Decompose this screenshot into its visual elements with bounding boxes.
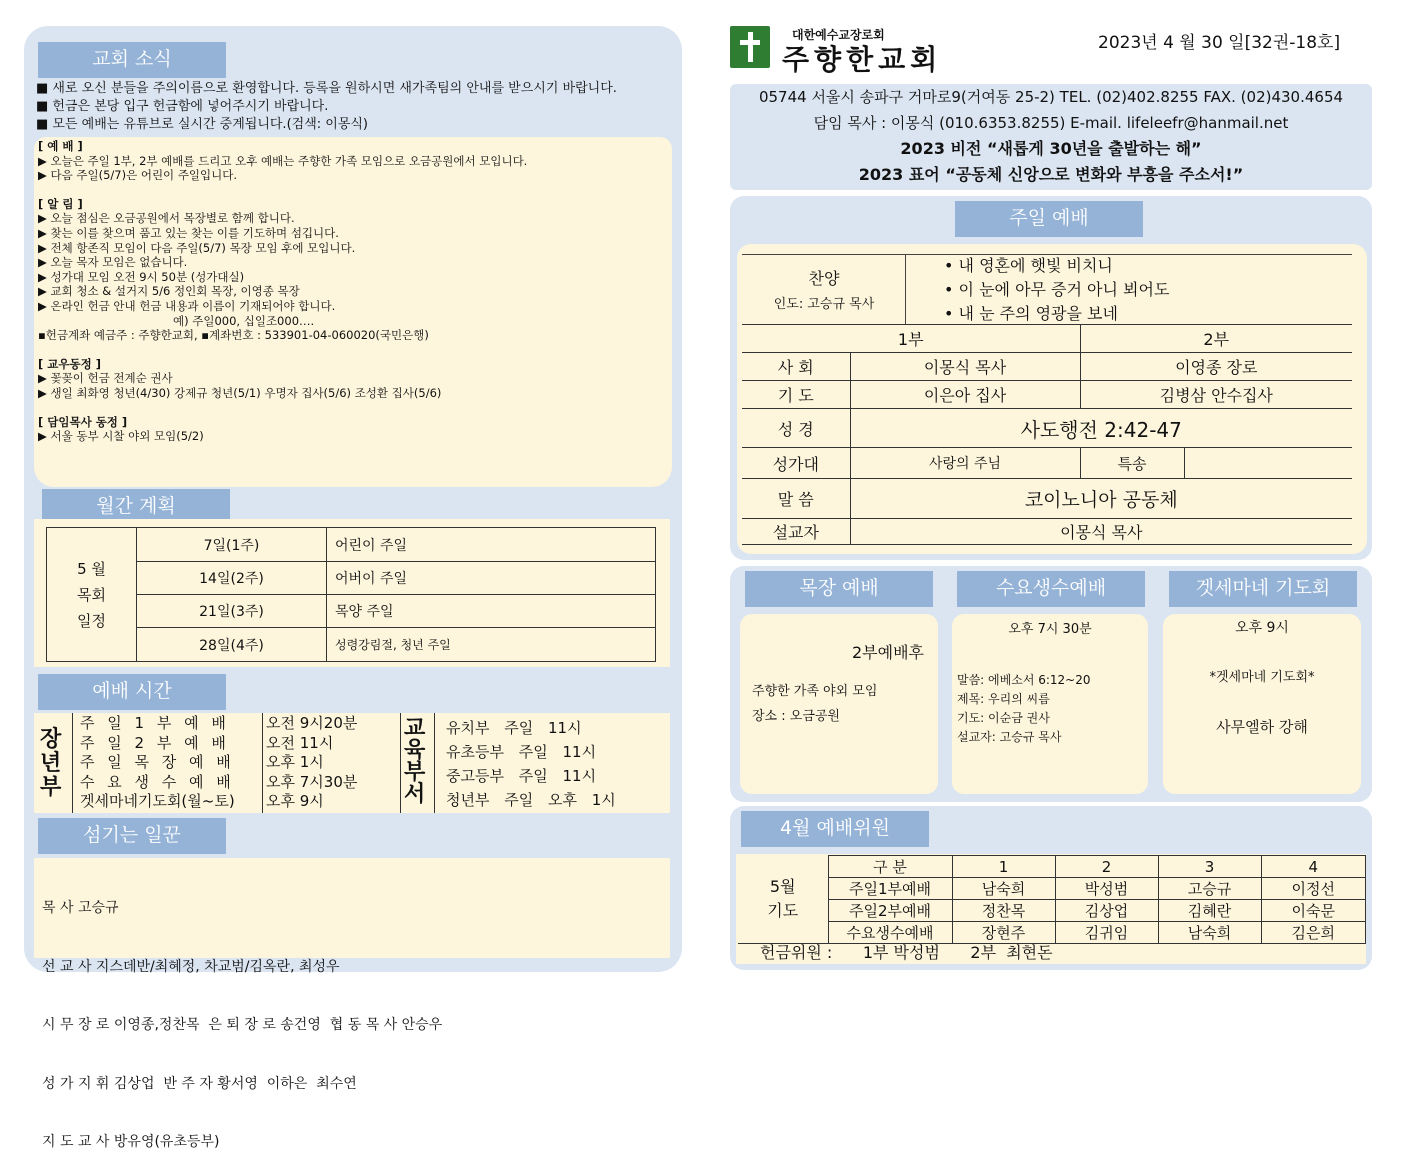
notice-line: ▶ 오늘은 주일 1부, 2부 예배를 드리고 오후 예배는 주향한 가족 모임으로 오금공원에서 모입니다. <box>38 153 528 168</box>
monthly-date: 7일(1주) <box>137 528 327 562</box>
april-head: 3 <box>1158 856 1261 878</box>
sunday-title: 주일 예배 <box>955 201 1143 237</box>
april-cell: 박성범 <box>1055 878 1158 900</box>
song: • 이 눈에 아무 증거 아니 뵈어도 <box>944 280 1170 299</box>
offering-committee: 헌금위원 : 1부 박성범 2부 최현돈 <box>760 943 1053 962</box>
special-song <box>1184 448 1352 479</box>
notice-line: 예) 주일000, 십일조000…. <box>173 313 315 328</box>
wednesday-time: 오후 7시 30분 <box>1008 622 1092 637</box>
monthly-date: 14일(2주) <box>137 562 327 595</box>
service-name: 주 일 1 부 예 배 <box>80 714 230 732</box>
april-row-label: 주일1부예배 <box>828 878 952 900</box>
church-name: 주향한교회 <box>782 43 943 76</box>
workers-title: 섬기는 일꾼 <box>38 818 226 854</box>
notice-line: ▶ 오늘 목자 모임은 없습니다. <box>38 255 188 270</box>
fellowship-line: ▶ 꽃꽂이 헌금 전계순 권사 <box>38 371 173 386</box>
notice-heading: [ 알 림 ] <box>38 196 83 211</box>
monthly-event: 어린이 주일 <box>327 528 656 562</box>
pastor-heading: [ 담임목사 동정 ] <box>38 414 128 429</box>
april-cell: 남숙희 <box>1158 922 1261 944</box>
mokjang-line: 주향한 가족 야외 모임 <box>752 684 878 699</box>
host-1: 이몽식 목사 <box>850 353 1080 381</box>
prayer-2: 김병삼 안수집사 <box>1080 381 1352 409</box>
mokjang-line: 장소 : 오금공원 <box>752 709 840 724</box>
april-label: 5월 기도 <box>738 856 828 944</box>
preacher-label: 설교자 <box>742 519 850 545</box>
card-gethsemane <box>1163 614 1361 794</box>
edu-line: 유치부 주일 11시 <box>446 719 582 737</box>
service-time: 오전 11시 <box>266 733 334 752</box>
april-head: 2 <box>1055 856 1158 878</box>
scripture-label: 성 경 <box>742 409 850 448</box>
praise-label: 찬양 <box>808 269 840 288</box>
scripture: 사도행전 2:42-47 <box>850 409 1352 448</box>
gethsemane-line: *겟세마네 기도회* <box>1209 670 1315 685</box>
service-time: 오전 9시20분 <box>266 714 358 732</box>
fellowship-heading: [ 교우동정 ] <box>38 356 101 371</box>
april-cell: 이숙문 <box>1261 900 1366 922</box>
bulletin-date: 2023년 4 월 30 일[32권-18호] <box>1098 33 1341 53</box>
service-time: 오후 1시 <box>266 753 324 771</box>
worker-row: 성 가 지 휘 김상업 반 주 자 황서영 이하은 최수연 <box>42 1075 357 1092</box>
april-head: 1 <box>952 856 1055 878</box>
info-block <box>730 84 1372 188</box>
gethsemane-line: 사무엘하 강해 <box>1216 718 1308 736</box>
april-cell: 김귀임 <box>1055 922 1158 944</box>
praise-songs <box>944 254 1169 326</box>
april-cell: 장현주 <box>952 922 1055 944</box>
service-name: 수 요 생 수 예 배 <box>80 772 235 791</box>
april-cell: 김은희 <box>1261 922 1366 944</box>
cross-icon <box>740 32 760 62</box>
card-title-gethsemane: 겟세마네 기도회 <box>1169 571 1357 607</box>
wednesday-line: 기도: 이순금 권사 <box>957 711 1050 725</box>
address: 05744 서울시 송파구 거마로9(거여동 25-2) TEL. (02)402.8255 FAX. (02)430.4654 <box>758 88 1344 106</box>
sunday-table <box>742 324 1352 545</box>
adult-services <box>80 714 400 812</box>
song: • 내 눈 주의 영광을 보네 <box>944 304 1118 323</box>
april-cell: 김상업 <box>1055 900 1158 922</box>
april-row-label: 수요생수예배 <box>828 922 952 944</box>
adult-label: 장년부 <box>40 727 62 800</box>
notices-text <box>38 139 668 444</box>
april-cell: 정찬목 <box>952 900 1055 922</box>
april-cell: 이정선 <box>1261 878 1366 900</box>
monthly-date: 21일(3주) <box>137 595 327 628</box>
vline <box>905 254 906 324</box>
april-head: 4 <box>1261 856 1366 878</box>
fellowship-line: ▶ 생일 최화영 청년(4/30) 강제규 청년(5/1) 우명자 집사(5/6) 조성환 집사(5/6) <box>38 385 442 400</box>
notice-line: ▶ 전체 항존직 모임이 다음 주일(5/7) 목장 모임 후에 모입니다. <box>38 240 356 255</box>
notice-line: ▶ 교회 청소 & 설거지 5/6 정인회 목장, 이영종 목장 <box>38 284 300 299</box>
monthly-event: 목양 주일 <box>327 595 656 628</box>
choir-label: 성가대 <box>742 448 850 479</box>
worker-row: 목 사 고승규 <box>42 900 119 916</box>
news-list <box>36 80 617 134</box>
service-name: 겟세마네기도회(월~토) <box>80 792 235 810</box>
edu-services <box>446 716 616 812</box>
worship-heading: [ 예 배 ] <box>38 139 83 153</box>
vision: 2023 비전 “새롭게 30년을 출발하는 해” <box>900 139 1202 158</box>
monthly-title: 월간 계획 <box>42 489 230 525</box>
host-label: 사 회 <box>742 353 850 381</box>
monthly-table <box>46 527 656 662</box>
song: • 내 영혼에 햇빛 비치니 <box>944 256 1113 275</box>
motto: 2023 표어 “공동체 신앙으로 변화와 부흥을 주소서!” <box>858 165 1244 184</box>
monthly-label: 5 월 목회 일정 <box>47 528 137 662</box>
card-title-wednesday: 수요생수예배 <box>957 571 1145 607</box>
host-2: 이영종 장로 <box>1080 353 1352 381</box>
pastor-contact: 담임 목사 : 이몽식 (010.6353.8255) E-mail. lifeleefr@hanmail.net <box>813 114 1289 132</box>
pastor-line: ▶ 서울 동부 시찰 야외 모임(5/2) <box>38 429 204 444</box>
april-cell: 고승규 <box>1158 878 1261 900</box>
wednesday-line: 말씀: 에베소서 6:12~20 <box>957 673 1091 687</box>
gethsemane-time: 오후 9시 <box>1235 620 1289 636</box>
denomination: 대한예수교장로회 <box>792 28 885 42</box>
prayer-1: 이은아 집사 <box>850 381 1080 409</box>
hline <box>742 254 1352 255</box>
monthly-event: 성령강림절, 청년 주일 <box>327 628 656 662</box>
mokjang-time: 2부예배후 <box>852 643 925 662</box>
sermon-title: 코이노니아 공동체 <box>850 479 1352 519</box>
news-line: ■ 새로 오신 분들을 주의이름으로 환영합니다. 등록을 원하시면 새가족팀의 안내를 받으시기 바랍니다. <box>36 81 617 96</box>
notice-line: ▪헌금계좌 예금주 : 주향한교회, ▪계좌번호 : 533901-04-060020(국민은행) <box>38 328 429 343</box>
monthly-event: 어버이 주일 <box>327 562 656 595</box>
edu-label: 교육부서 <box>404 716 426 807</box>
april-cell: 남숙희 <box>952 878 1055 900</box>
notice-line: ▶ 오늘 점심은 오금공원에서 목장별로 함께 합니다. <box>38 211 295 226</box>
church-logo <box>730 26 770 68</box>
april-table <box>738 855 1366 944</box>
april-title: 4월 예배위원 <box>741 811 929 847</box>
notice-line: ▶ 다음 주일(5/7)은 어린이 주일입니다. <box>38 168 238 183</box>
special-label: 특송 <box>1080 448 1184 479</box>
wednesday-line: 설교자: 고승규 목사 <box>957 730 1062 744</box>
news-title: 교회 소식 <box>38 42 226 78</box>
edu-divider <box>400 713 401 813</box>
monthly-date: 28일(4주) <box>137 628 327 662</box>
part2-header: 2부 <box>1080 325 1352 353</box>
times-title: 예배 시간 <box>38 674 226 710</box>
worker-row: 선 교 사 지스데반/최혜정, 차교범/김옥란, 최성우 <box>42 958 340 975</box>
service-time: 오후 7시30분 <box>266 772 358 791</box>
edu-line: 유초등부 주일 11시 <box>446 743 597 761</box>
notice-line: ▶ 찾는 이를 찾으며 품고 있는 찾는 이를 기도하며 섬깁니다. <box>38 225 339 240</box>
news-line: ■ 모든 예배는 유튜브로 실시간 중계됩니다.(검색: 이몽식) <box>36 117 369 132</box>
part1-header: 1부 <box>742 325 1080 353</box>
worker-row: 지 도 교 사 방유영(유초등부) <box>42 1134 220 1150</box>
praise-leader: 인도: 고승규 목사 <box>773 297 875 312</box>
notice-line: ▶ 온라인 헌금 안내 헌금 내용과 이름이 기재되어야 합니다. <box>38 298 336 313</box>
news-line: ■ 헌금은 본당 입구 헌금함에 넣어주시기 바랍니다. <box>36 99 329 114</box>
wednesday-line: 제목: 우리의 씨름 <box>957 692 1050 706</box>
choir-song: 사랑의 주님 <box>850 448 1080 479</box>
edu-divider <box>434 713 435 813</box>
adult-divider <box>72 713 73 813</box>
service-name: 주 일 목 장 예 배 <box>80 753 235 771</box>
april-row-label: 주일2부예배 <box>828 900 952 922</box>
service-time: 오후 9시 <box>266 792 324 810</box>
april-cell: 김혜란 <box>1158 900 1261 922</box>
card-title-mokjang: 목장 예배 <box>745 571 933 607</box>
sermon-label: 말 씀 <box>742 479 850 519</box>
april-head: 구 분 <box>828 856 952 878</box>
worker-row: 시 무 장 로 이영종,정찬목 은 퇴 장 로 송건영 협 동 목 사 안승우 <box>42 1017 443 1033</box>
preacher: 이몽식 목사 <box>850 519 1352 545</box>
edu-line: 청년부 주일 오후 1시 <box>446 791 616 809</box>
notice-line: ▶ 성가대 모임 오전 9시 50분 (성가대실) <box>38 269 245 284</box>
workers-list <box>42 860 442 1172</box>
service-name: 주 일 2 부 예 배 <box>80 733 230 752</box>
prayer-label: 기 도 <box>742 381 850 409</box>
edu-line: 중고등부 주일 11시 <box>446 767 597 785</box>
wednesday-details <box>957 671 1091 747</box>
